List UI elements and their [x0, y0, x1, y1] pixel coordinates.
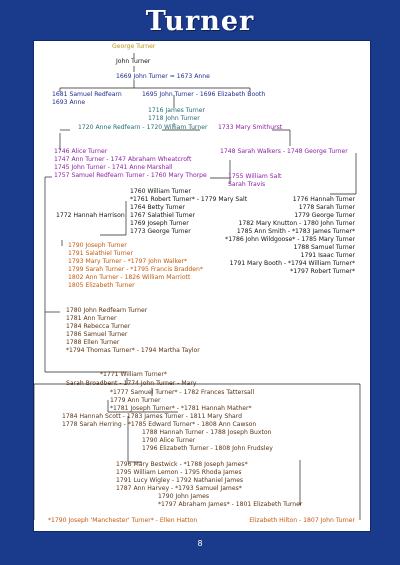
entry-1781-joseph-turner: *1781 Joseph Turner* - *1781 Hannah Mather* [110, 405, 252, 412]
entry-1791-mary-booth: 1791 Mary Booth - *1794 William Turner* [229, 260, 355, 267]
entry-1746-alice-turner: 1746 Alice Turner [54, 148, 108, 155]
entry-1786-john-wildgoose: *1786 John Wildgoose* - 1785 Mary Turner [225, 236, 355, 243]
entry-1791-lucy-wigley: 1791 Lucy Wigley - 1792 Nathaniel James [116, 477, 244, 484]
entry-1788-hannah-turner: 1788 Hannah Turner - 1788 Joseph Buxton [142, 429, 272, 436]
entry-1764-betty-turner: 1764 Betty Turner [130, 204, 185, 211]
entry-1767-salathiel-turner: 1767 Salathiel Turner [130, 212, 195, 219]
entry-1776-hannah-turner: 1776 Hannah Turner [292, 196, 355, 203]
entry-1784-hannah-scott: 1784 Hannah Scott - 1783 James Turner - 1811 Mary Shard [62, 413, 243, 420]
entry-1790-joseph-manchester-turner: *1790 Joseph 'Manchester' Turner* - Ellen Hatton [48, 517, 198, 524]
entry-1771-william-turner: *1771 William Turner* [100, 371, 167, 378]
entry-1755-william-salt: 1755 William Salt [228, 173, 282, 180]
entry-1797-abraham-james: *1797 Abraham James* - 1801 Elizabeth Turner [158, 501, 303, 508]
entry-1797-robert-turner: *1797 Robert Turner* [290, 268, 355, 275]
entry-1773-george-turner: 1773 George Turner [130, 228, 191, 235]
entry-1791-isaac-turner: 1791 Isaac Turner [300, 252, 355, 259]
entry-1760-william-turner: 1760 William Turner [130, 188, 191, 195]
entry-sarah-broadbent: Sarah Broadbent - 1774 John Turner - Mary [66, 380, 197, 387]
entry-1790-alice-turner: 1790 Alice Turner [142, 437, 196, 444]
entry-1716-james-turner: 1716 James Turner [148, 107, 205, 114]
entry-1693-anne: 1693 Anne [52, 99, 86, 106]
entry-1786-samuel-turner: 1786 Samuel Turner [66, 331, 128, 338]
entry-john-turner: John Turner [116, 58, 151, 65]
entry-1769-joseph-turner: 1769 Joseph Turner [130, 220, 189, 227]
entry-1795-william-lemon: 1795 William Lemon - 1795 Rhoda James [116, 469, 242, 476]
entry-1784-rebecca-turner: 1784 Rebecca Turner [66, 323, 131, 330]
page-title: Turner [145, 6, 255, 37]
entry-1780-john-redfearn-turner: 1780 John Redfearn Turner [66, 307, 148, 314]
entry-1745-john-turner: 1745 John Turner - 1741 Anne Marshall [54, 164, 173, 171]
entry-1681-samuel-redfearn: 1681 Samuel Redfearn [52, 91, 122, 98]
entry-1805-elizabeth-turner: 1805 Elizabeth Turner [68, 282, 135, 289]
entry-1779-ann-turner: 1779 Ann Turner [110, 397, 161, 404]
entry-1778-sarah-herring: 1778 Sarah Herring - *1785 Edward Turner* - 1808 Ann Cawson [62, 421, 257, 428]
entry-1761-robert-turner: *1761 Robert Turner* - 1779 Mary Salt [130, 196, 248, 203]
entry-1787-ann-harvey: 1787 Ann Harvey - *1793 Samuel James* [116, 485, 242, 492]
entry-1796-mary-bestwick: 1796 Mary Bestwick - *1788 Joseph James* [116, 461, 248, 468]
entry-george-turner: George Turner [112, 43, 156, 50]
entry-1772-hannah-harrison: 1772 Hannah Harrison [56, 212, 125, 219]
entry-1791-salathiel-turner: 1791 Salathiel Turner [68, 250, 133, 257]
entry-1718-john-turner: 1718 John Turner [148, 115, 200, 122]
entry-1777-samuel-turner: *1777 Samuel Turner* - 1782 Frances Tattersall [110, 389, 255, 396]
entry-1782-mary-knutton: 1782 Mary Knutton - 1780 John Turner [238, 220, 355, 227]
entry-1790-john-james: 1790 John James [158, 493, 210, 500]
entry-1733-mary-smithurst: 1733 Mary Smithurst [218, 124, 283, 131]
entry-1785-ann-smith: 1785 Ann Smith - *1783 James Turner* [236, 228, 355, 235]
entry-1802-ann-turner: 1802 Ann Turner - 1826 William Marriott [68, 274, 191, 281]
entry-1747-ann-turner: 1747 Ann Turner - 1747 Abraham Wheatcroft [54, 156, 192, 163]
entry-1788-samuel-turner: 1788 Samuel Turner [293, 244, 355, 251]
entry-1669-john-turner: 1669 John Turner = 1673 Anne [116, 73, 210, 80]
entry-sarah-travis: Sarah Travis [228, 181, 266, 188]
page-number: 8 [197, 539, 203, 548]
entry-1788-ellen-turner: 1788 Ellen Turner [66, 339, 120, 346]
entry-1695-john-turner: 1695 John Turner - 1696 Elizabeth Booth [142, 91, 266, 98]
entry-1757-samuel-redfearn-turner: 1757 Samuel Redfearn Turner - 1760 Mary Thorpe [54, 172, 207, 179]
entry-1720-anne-redfearn: 1720 Anne Redfearn - 1720 William Turner [78, 124, 208, 131]
entry-elizabeth-hilton: Elizabeth Hilton - 1807 John Turner [249, 517, 355, 524]
entry-1778-sarah-turner: 1778 Sarah Turner [298, 204, 355, 211]
entry-1793-mary-turner: 1793 Mary Turner - *1797 John Walker* [68, 258, 188, 265]
entry-1779-george-turner: 1779 George Turner [294, 212, 355, 219]
entry-1794-thomas-turner: *1794 Thomas Turner* - 1794 Martha Taylor [66, 347, 200, 354]
entry-1796-elizabeth-turner: 1796 Elizabeth Turner - 1808 John Frudsley [142, 445, 273, 452]
entry-1748-sarah-walkers: 1748 Sarah Walkers - 1748 George Turner [220, 148, 348, 155]
entry-1781-ann-turner: 1781 Ann Turner [66, 315, 117, 322]
entry-1799-sarah-turner: 1799 Sarah Turner - *1795 Francis Bradden* [68, 266, 203, 273]
entry-1790-joseph-turner: 1790 Joseph Turner [68, 242, 127, 249]
